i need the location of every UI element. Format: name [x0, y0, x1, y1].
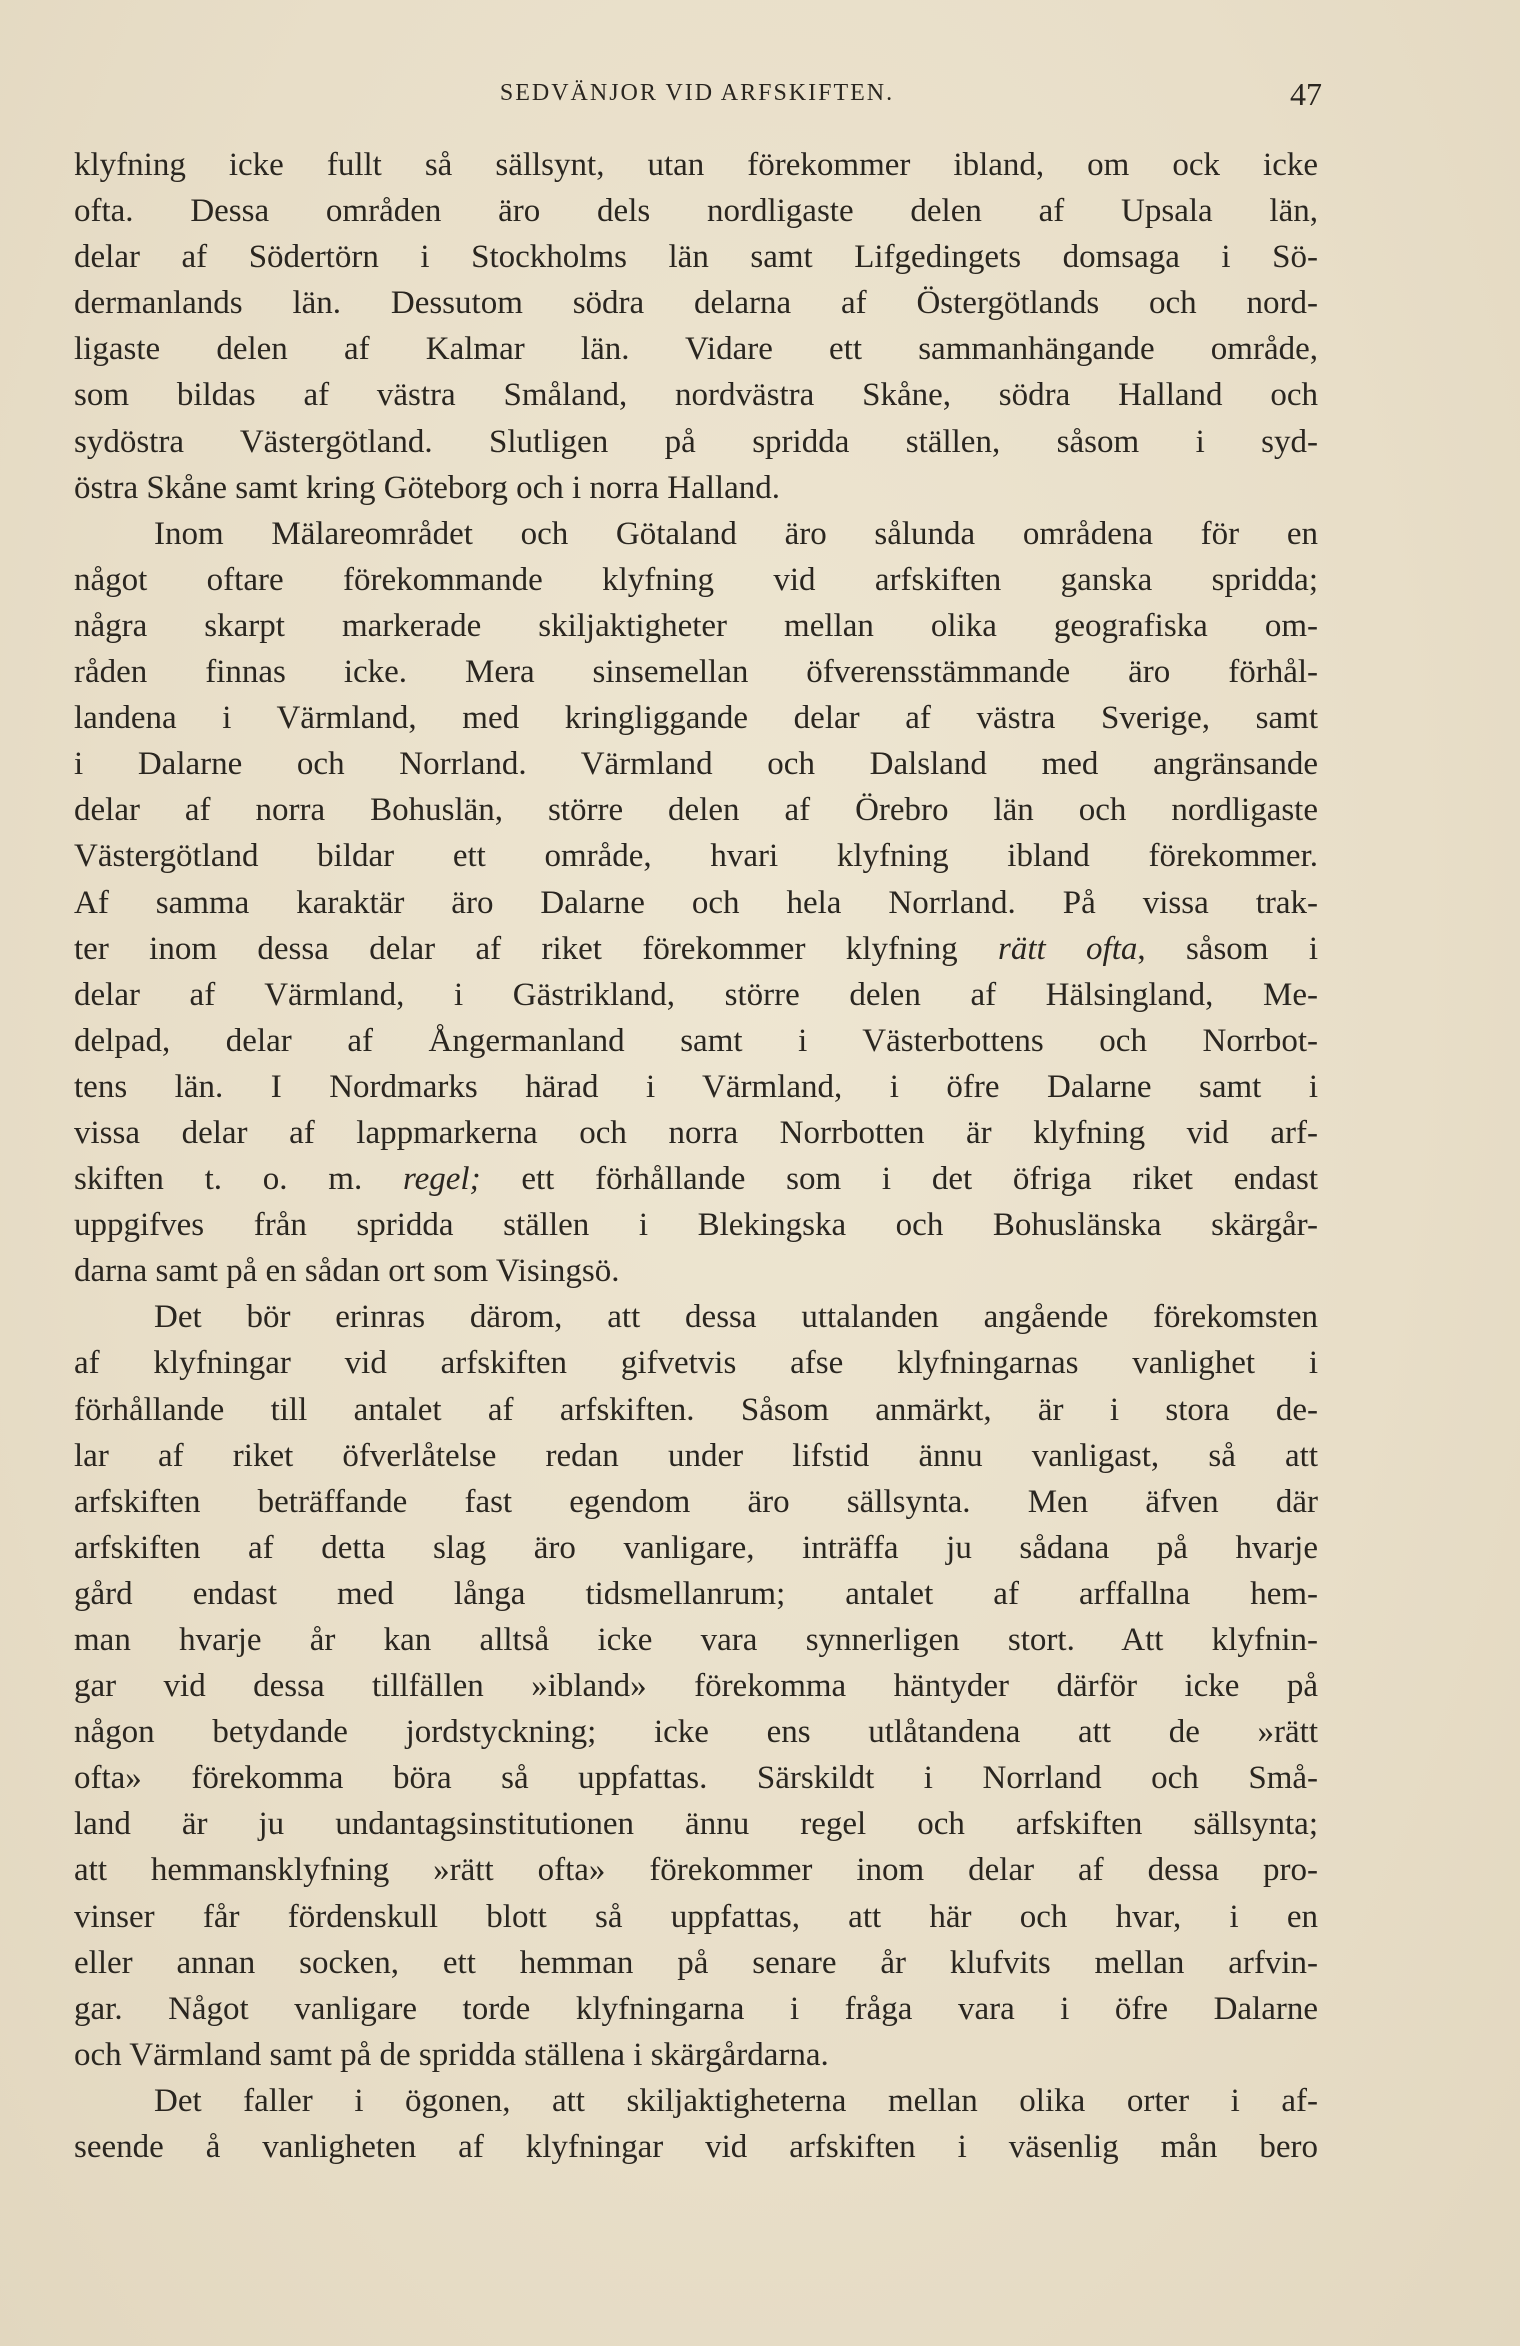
text-line: Västergötland bildar ett område, hvari klyfning ibland förekommer.: [74, 838, 1318, 875]
text-line: delar af Värmland, i Gästrikland, större delen af Hälsingland, Me-: [74, 976, 1318, 1013]
text-line: [74, 1156, 1318, 1202]
text-line: några skarpt markerade skiljaktigheter mellan olika geografiska om-: [74, 607, 1318, 644]
text-line: ofta» förekomma böra så uppfattas. Särskildt i Norrland och Små-: [74, 1760, 1318, 1797]
text-line: som bildas af västra Småland, nordvästra Skåne, södra Halland och: [74, 377, 1318, 414]
text-line: lar af riket öfverlåtelse redan under lifstid ännu vanligast, så att: [74, 1437, 1318, 1474]
italic-phrase: regel;: [402, 1161, 481, 1198]
text-line: vissa delar af lappmarkerna och norra Norrbotten är klyfning vid arf-: [74, 1114, 1318, 1151]
text-line: i Dalarne och Norrland. Värmland och Dalsland med angränsande: [74, 746, 1318, 783]
body-text: [74, 142, 1318, 2170]
text-line: arfskiften beträffande fast egendom äro sällsynta. Men äfven där: [74, 1483, 1318, 1520]
text-line: ligaste delen af Kalmar län. Vidare ett sammanhängande område,: [74, 331, 1318, 368]
text-line: eller annan socken, ett hemman på senare år klufvits mellan arfvin-: [74, 1944, 1318, 1981]
text-line: seende å vanligheten af klyfningar vid arfskiften i väsenlig mån bero: [74, 2129, 1318, 2166]
text-line: sydöstra Västergötland. Slutligen på spridda ställen, såsom i syd-: [74, 423, 1318, 460]
text-line: delar af norra Bohuslän, större delen af Örebro län och nordligaste: [74, 792, 1318, 829]
text-line: Det bör erinras därom, att dessa uttalanden angående förekomsten: [154, 1299, 1318, 1336]
text-line: klyfning icke fullt så sällsynt, utan förekommer ibland, om ock icke: [74, 147, 1318, 183]
text-line: Det faller i ögonen, att skiljaktigheterna mellan olika orter i af-: [154, 2082, 1318, 2119]
running-title: SEDVÄNJOR VID ARFSKIFTEN.: [499, 80, 895, 106]
text-line: förhållande till antalet af arfskiften. Såsom anmärkt, är i stora de-: [74, 1391, 1318, 1428]
text-line: af klyfningar vid arfskiften gifvetvis afse klyfningarnas vanlighet i: [74, 1345, 1318, 1382]
text-line: råden finnas icke. Mera sinsemellan öfverensstämmande äro förhål-: [74, 654, 1318, 691]
text-segment: skiften t. o. m.: [74, 1161, 403, 1198]
text-line: något oftare förekommande klyfning vid arfskiften ganska spridda;: [74, 561, 1318, 598]
italic-phrase: rätt ofta: [997, 930, 1138, 967]
page-header: [72, 72, 1322, 122]
text-line: Af samma karaktär äro Dalarne och hela Norrland. På vissa trak-: [74, 884, 1318, 921]
text-line: gar vid dessa tillfällen »ibland» förekomma häntyder därför icke på: [74, 1668, 1318, 1705]
text-line: Inom Mälareområdet och Götaland äro sålunda områdena för en: [154, 515, 1318, 552]
text-line: arfskiften af detta slag äro vanligare, inträffa ju sådana på hvarje: [74, 1529, 1318, 1566]
text-line: delpad, delar af Ångermanland samt i Västerbottens och Norrbot-: [74, 1022, 1318, 1059]
text-line: delar af Södertörn i Stockholms län samt Lifgedingets domsaga i Sö-: [74, 239, 1318, 276]
text-line: darna samt på en sådan ort som Visingsö.: [74, 1253, 620, 1290]
text-segment: , såsom i: [1137, 930, 1318, 967]
text-segment: ett förhållande som i det öfriga riket endast: [480, 1161, 1318, 1198]
text-line: gar. Något vanligare torde klyfningarna i fråga vara i öfre Dalarne: [74, 1990, 1318, 2027]
text-line: östra Skåne samt kring Göteborg och i norra Halland.: [74, 469, 780, 506]
text-line: tens län. I Nordmarks härad i Värmland, i öfre Dalarne samt i: [74, 1068, 1318, 1105]
text-line: någon betydande jordstyckning; icke ens utlåtandena att de »rätt: [74, 1714, 1318, 1751]
text-line: vinser får fördenskull blott så uppfattas, att här och hvar, i en: [74, 1898, 1318, 1935]
text-line: gård endast med långa tidsmellanrum; antalet af arffallna hem-: [74, 1575, 1318, 1612]
text-line: [74, 926, 1318, 972]
text-line: att hemmansklyfning »rätt ofta» förekommer inom delar af dessa pro-: [74, 1852, 1318, 1889]
text-segment: ter inom dessa delar af riket förekommer klyfning: [74, 930, 998, 967]
page-number: 47: [1290, 76, 1322, 112]
text-line: och Värmland samt på de spridda ställena i skärgårdarna.: [74, 2036, 829, 2073]
text-line: dermanlands län. Dessutom södra delarna af Östergötlands och nord-: [74, 285, 1318, 322]
text-line: land är ju undantagsinstitutionen ännu regel och arfskiften sällsynta;: [74, 1806, 1318, 1843]
text-line: man hvarje år kan alltså icke vara synnerligen stort. Att klyfnin-: [74, 1622, 1318, 1658]
text-line: landena i Värmland, med kringliggande delar af västra Sverige, samt: [74, 700, 1318, 737]
text-line: ofta. Dessa områden äro dels nordligaste delen af Upsala län,: [74, 193, 1318, 230]
text-line: uppgifves från spridda ställen i Blekingska och Bohuslänska skärgår-: [74, 1207, 1318, 1244]
